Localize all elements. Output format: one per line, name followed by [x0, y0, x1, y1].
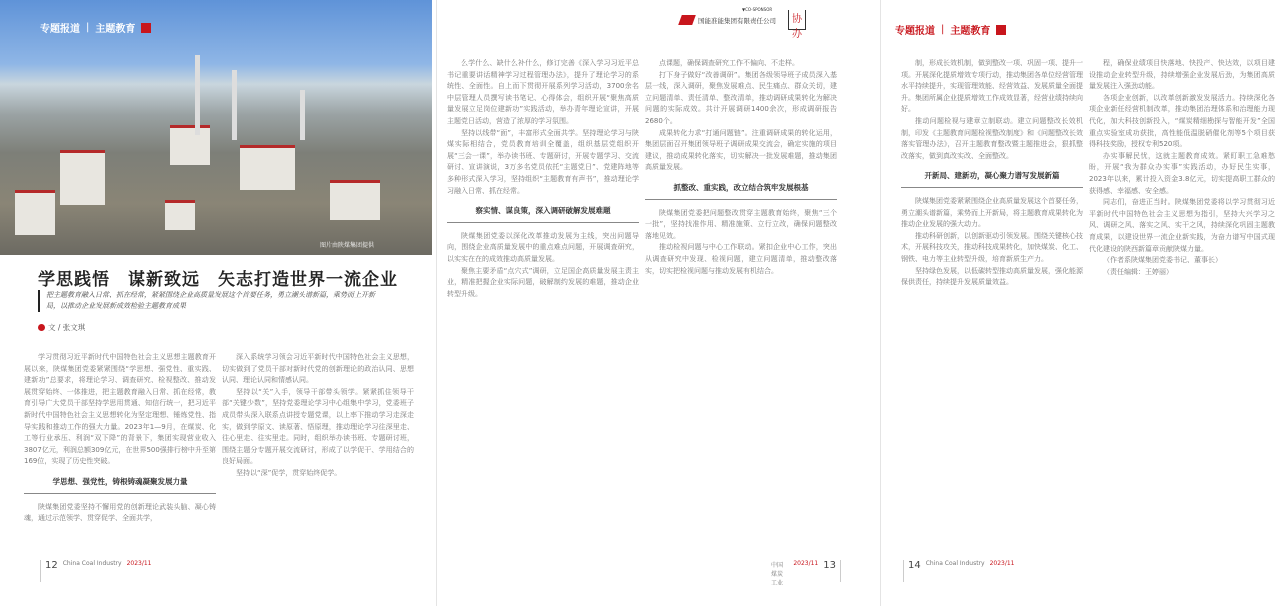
paragraph: 陕煤集团党委以深化改革推动发展为主线，突出问题导向，围绕企业高质量发展中的重点难点问题，开展调查研究，以实实在在的成效推动高质量发展。	[447, 231, 639, 263]
article-lead: 把主题教育融入日常、抓在经常，紧紧围绕企业高质量发展这个首要任务，勇立潮头谱新篇，乘势而上开新局，以推动企业发展新成效检验主题教育成果	[38, 290, 388, 312]
paragraph: 聚焦主要矛盾“点穴式”调研，立足国企高质量发展主责主业，精准把握企业实际问题，破解制约发展的难题，推动企业转型升级。	[447, 266, 639, 298]
paragraph: 陕煤集团党委把问题整改贯穿主题教育始终，聚焦“三个一批”，坚持找准作用、精准施策、立行立改，确保问题整改落地见效。	[645, 208, 837, 240]
paragraph: 各项企业创新，以改革创新激发发展活力。持续深化各项企业新任经营机制改革，推动集团治理体系和治理能力现代化，加大科技创新投入，“煤炭精细勘探与智能开发”全国重点实验室成功获批，高性能低温脱硝催化剂等5个项目获得科技奖励，授权专利520项。	[1089, 93, 1275, 149]
paragraph: 坚持以“关”入手，领导干部带头领学。紧紧抓住领导干部“关键少数”，坚持党委理论学习中心组集中学习，党委班子成员带头深入联系点讲授专题党课，以上率下推动学习走深走实，做到学原文、读原著、悟原理，推动理论学习往深里走、往心里走、往实里走。同时，组织举办读书班、专题研讨班，围绕主题分专题开展交流研讨，形成了以学促干、学用结合的良好局面。	[222, 387, 414, 466]
section-heading: 开新局、建新功，凝心聚力谱写发展新篇	[901, 170, 1083, 188]
magazine-name: China Coal Industry	[62, 560, 122, 567]
author-byline	[38, 322, 85, 333]
column-3	[447, 58, 639, 558]
paragraph: 推动问题检视与建章立制联动。建立问题整改长效机制，印发《主题教育问题检视整改制度》和《问题整改长效落实管理办法》，召开主题教育整改暨主题推进会，狠抓整改落实，做到真改实改、全面整改。	[901, 116, 1083, 160]
paragraph: 深入系统学习领会习近平新时代中国特色社会主义思想，切实做到了党员干部对新时代党的创新理论的政治认同、思想认同、理论认同和情感认同。	[222, 353, 414, 385]
section-heading: 抓整改、重实践，改立结合筑牢发展根基	[645, 182, 837, 200]
paragraph: 推动检视问题与中心工作联动。紧扣企业中心工作，突出从调查研究中发现、检视问题，建立问题清单，推动整改落实，切实把检视问题与推动发展有机结合。	[645, 243, 837, 275]
article-title: 学思践悟 谋新致远 矢志打造世界一流企业	[38, 270, 398, 290]
seal-icon	[141, 23, 151, 33]
paragraph: 学习贯彻习近平新时代中国特色社会主义思想主题教育开展以来，陕煤集团党委紧紧围绕“学思想、强党性、重实践、建新功”总要求，将理论学习、调查研究、检视整改、推动发展贯穿始终、一体推进，把主题教育融入日常、抓在经常，教育引导广大党员干部坚持学思用贯通、知信行统一，把习近平新时代中国特色社会主义思想转化为坚定理想、锤炼党性、指导实践和推动工作的强大力量。2023年1—9月，在煤炭、化工等行业承压、利润“双下降”的背景下，集团实现营业收入3807亿元，利润总额309亿元，在世界500强排行榜中升至第169位，实现了历史性突破。	[24, 353, 216, 466]
column-2	[222, 352, 414, 557]
paragraph: 陕煤集团党委坚持不懈用党的创新理论武装头脑、凝心铸魂，通过示范领学、贯穿促学、全面共学，	[24, 502, 216, 523]
page-13	[436, 0, 841, 606]
issue-number: 2023/11	[793, 560, 819, 567]
paragraph: 推动科研创新，以创新驱动引领发展。围绕关键核心技术，开展科技攻关，推动科技成果转化，加快煤炭、化工、钢铁、电力等主业转型升级，培育新质生产力。	[901, 231, 1083, 263]
paragraph: 么学什么、缺什么补什么，修订完善《深入学习习近平总书记重要讲话精神学习过程管理办法》，提升了理论学习的系统性、全面性。自上而下贯彻开展系列学习活动，3700余名中层管理人员撰写读书笔记、心得体会，组织开展“聚焦高质量发展立足岗位建新功”实践活动，举办青年理论宣讲，开展主题党日活动，营造了浓厚的学习氛围。	[447, 59, 639, 125]
column-4	[645, 58, 837, 558]
paragraph: 成果转化力求“打通问题链”。注重调研成果的转化运用，集团层面召开集团领导班子调研成果交流会，确定实施的项目建议，推动成果转化落实，切实解决一批发展难题，推动集团高质量发展。	[645, 128, 837, 172]
topic-label: 主题教育	[950, 26, 991, 37]
sponsor-company: 国能准能集团有限责任公司	[698, 16, 776, 25]
paragraph: 点课题，确保调查研究工作不偏向、不走样。	[659, 59, 799, 67]
co-sponsor-stamp: 协办	[788, 10, 806, 30]
page-number: 13	[823, 560, 836, 571]
industrial-plant-photo	[0, 0, 432, 255]
paragraph: 坚持绿色发展，以低碳转型推动高质量发展，强化能源保供责任，持续提升发展质量效益。	[901, 266, 1083, 287]
topic-label: 主题教育	[95, 24, 136, 35]
magazine-name: 中国煤炭工业	[771, 562, 784, 587]
page-footer	[903, 560, 1015, 582]
page-footer	[767, 560, 841, 587]
paragraph: 打下身子做好“改善调研”。集团各级领导班子成员深入基层一线，深入调研，聚焦发展难点、民生痛点、群众关切，建立问题清单、责任清单、整改清单，推动调研成果转化为解决问题的实际成效。共计开展调研1400余次，形成调研报告2680个。	[645, 70, 837, 125]
page-footer	[40, 560, 152, 582]
page-number: 14	[908, 560, 921, 571]
section-label: 专题报道	[895, 26, 935, 37]
page-14	[880, 0, 1280, 606]
section-header	[40, 20, 151, 35]
paragraph: 同志们，奋进正当时。陕煤集团党委将以学习贯彻习近平新时代中国特色社会主义思想为指引，坚持大兴学习之风、调研之风、落实之风、实干之风，持续深化巩固主题教育成果，以建设世界一流企业新实践，为奋力谱写中国式现代化建设的陕西新篇章贡献陕煤力量。	[1089, 198, 1275, 253]
issue-number: 2023/11	[989, 560, 1015, 567]
author-icon	[38, 324, 45, 331]
author-note: （作者系陕煤集团党委书记、董事长）	[1103, 256, 1222, 265]
editor-note: （责任编辑：王婷丽）	[1103, 267, 1173, 276]
photo-caption: 图片由陕煤集团提供	[320, 242, 375, 249]
paragraph: 陕煤集团党委紧紧围绕企业高质量发展这个首要任务，勇立潮头谱新篇，乘势而上开新局，将主题教育成果转化为推动企业发展的强大动力。	[901, 196, 1083, 229]
co-sponsor-label: ▼CO-SPONSOR	[742, 7, 773, 12]
header-divider: |	[86, 22, 90, 33]
paragraph: 坚持以线带“面”，丰富形式全面共学。坚持理论学习与陕煤实际相结合，党员教育培训全覆盖，组织基层党组织开展“三会一课”，举办读书班、专题研讨，开展专题学习、交流研讨、宣讲演说，3万多名党员依托“主题党日”、党建阵地等多种形式深入学习，坚持组织“主题教育有声书”，推动理论学习融入日常、抓在经常。	[447, 128, 639, 195]
paragraph: 程，确保业绩项目快落地、快投产、快达效，以项目建设推动企业转型升级，持续增强企业发展后劲，为集团高质量发展注入强劲动能。	[1089, 59, 1275, 91]
section-label: 专题报道	[40, 24, 80, 35]
header-divider: |	[941, 24, 945, 35]
company-logo-icon	[678, 15, 696, 25]
magazine-name: China Coal Industry	[925, 560, 985, 567]
paragraph: 办实事解民忧，这就主题教育成效。紧盯职工急难愁盼，开展“我为群众办实事”实践活动，办好民生实事，2023年以来，累计投入资金3.8亿元，切实提高职工群众的获得感、幸福感、安全感。	[1089, 151, 1275, 195]
column-1	[24, 352, 216, 557]
section-heading: 察实情、谋良策，深入调研破解发展难题	[447, 205, 639, 223]
section-header	[895, 22, 1006, 37]
column-5	[901, 58, 1083, 558]
issue-number: 2023/11	[126, 560, 152, 567]
page-number: 12	[45, 560, 58, 571]
paragraph: 制，形成长效机制，做到整改一项、巩固一项、提升一项。开展深化提质增效专项行动，推动集团各单位经营管理水平持续提升，实现管理效能、经营效益、发展质量全面提升。集团所属企业提质增效工作成效显著，经营业绩持续向好。	[901, 59, 1083, 114]
page-12	[0, 0, 432, 606]
sponsor-logo	[680, 7, 806, 40]
seal-icon	[996, 25, 1006, 35]
column-6	[1089, 58, 1275, 558]
section-heading: 学思想、强党性，铸根铸魂凝聚发展力量	[24, 476, 216, 494]
paragraph: 坚持以“深”促学，贯穿始终促学。	[236, 468, 342, 477]
author-name: 文 / 张文琪	[48, 323, 86, 332]
